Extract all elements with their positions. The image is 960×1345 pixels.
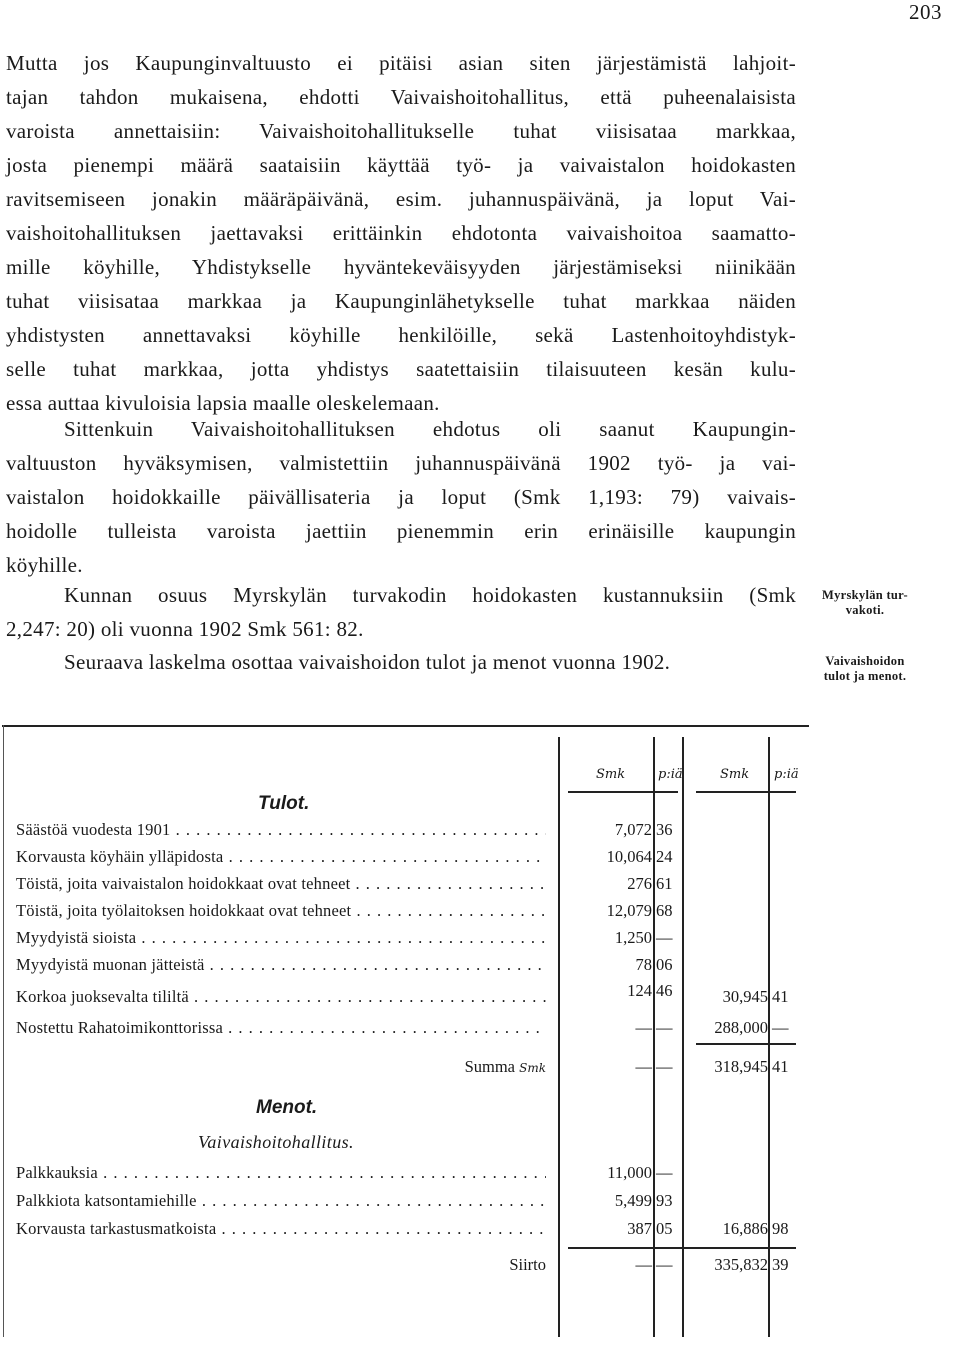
table-row xyxy=(16,820,796,846)
header-rule xyxy=(568,791,678,793)
table-top-rule xyxy=(2,725,809,727)
paragraph-1 xyxy=(6,46,796,420)
amount-penni: 68 xyxy=(656,901,673,920)
row-label: Myydyistä sioista . . . xyxy=(16,928,546,948)
text-line: Mutta jos Kaupunginvaltuusto ei pitäisi asian siten järjestämistä lahjoit- xyxy=(6,51,796,75)
amount-smk: 124 xyxy=(627,981,652,1000)
amount-smk: 276 xyxy=(627,874,652,893)
total-smk: 288,000 xyxy=(714,1018,768,1037)
total-smk: 16,886 xyxy=(722,1219,768,1238)
amount-smk: 12,079 xyxy=(606,901,652,920)
paragraph-2 xyxy=(6,412,796,582)
total-penni: — xyxy=(772,1018,789,1037)
header-rule xyxy=(696,791,796,793)
sum-row xyxy=(16,1057,796,1083)
table-row xyxy=(16,1191,796,1217)
amount-smk: — xyxy=(635,1255,652,1274)
row-label: Korvausta tarkastusmatkoista . . . xyxy=(16,1219,546,1239)
amount-smk: — xyxy=(635,1057,652,1076)
income-title: Tulot. xyxy=(258,793,310,814)
amount-smk: 10,064 xyxy=(606,847,652,866)
text-line: Kunnan osuus Myrskylän turvakodin hoidokasten kustannuksiin (Smk xyxy=(64,583,796,607)
amount-penni: — xyxy=(656,1018,673,1037)
amount-smk: 387 xyxy=(627,1219,652,1238)
amount-smk: — xyxy=(635,1018,652,1037)
text-line: ravitsemiseen jonakin määräpäivänä, esim. juhannuspäivänä, ja loput Vai- xyxy=(6,187,796,211)
table-row xyxy=(16,1163,796,1189)
row-label: Töistä, joita työlaitoksen hoidokkaat ovat tehneet . . . xyxy=(16,901,546,921)
amount-penni: 46 xyxy=(656,981,673,1000)
row-label: Korvausta köyhäin ylläpidosta . . . xyxy=(16,847,546,867)
column-header-smk-total: Smk xyxy=(720,767,750,782)
row-label: Palkkauksia . . . xyxy=(16,1163,546,1183)
amount-penni: — xyxy=(656,1057,673,1076)
amount-smk: 78 xyxy=(635,955,652,974)
margin-note-tulot-menot xyxy=(800,654,930,684)
text-line: yhdistysten annettavaksi köyhille henkilöille, sekä Lastenhoitoyhdistyk- xyxy=(6,323,796,347)
margin-note-line: Myrskylän tur- xyxy=(821,588,909,602)
total-penni: 41 xyxy=(772,1057,789,1076)
table-row xyxy=(16,1018,796,1044)
text-line: tajan tahdon mukaisena, ehdotti Vaivaishoitohallitus, että puheenalaisista xyxy=(6,85,796,109)
row-label: Palkkiota katsontamiehille . . . xyxy=(16,1191,546,1211)
text-line: vaishoitohallituksen jaettavaksi erittäinkin ehdotonta vaivaishoitoa saamatto- xyxy=(6,221,796,245)
table-row xyxy=(16,1219,796,1245)
paragraph-3 xyxy=(6,578,796,646)
amount-penni: 93 xyxy=(656,1191,673,1210)
total-smk: 335,832 xyxy=(714,1255,768,1274)
amount-smk: 1,250 xyxy=(614,928,652,947)
row-label: Töistä, joita vaivaistalon hoidokkaat ovat tehneet . . . xyxy=(16,874,546,894)
row-label: Säästöä vuodesta 1901 . . . xyxy=(16,820,546,840)
margin-note-myrskyla xyxy=(800,588,930,618)
text-line: mille köyhille, Yhdistykselle hyväntekeväisyyden järjestämiseksi niinikään xyxy=(6,255,796,279)
total-penni: 39 xyxy=(772,1255,789,1274)
table-left-rule xyxy=(3,725,4,1337)
carry-rule xyxy=(568,1247,796,1249)
text-line: 2,247: 20) oli vuonna 1902 Smk 561: 82. xyxy=(6,617,364,641)
text-line: Sittenkuin Vaivaishoitohallituksen ehdotus oli saanut Kaupungin- xyxy=(64,417,796,441)
text-line: varoista annettaisiin: Vaivaishoitohallitukselle tuhat viisisataa markkaa, xyxy=(6,119,796,143)
table-row xyxy=(16,847,796,873)
sum-label: Summa Smk xyxy=(464,1057,546,1076)
amount-smk: 11,000 xyxy=(607,1163,652,1182)
row-label: Myydyistä muonan jätteistä . . . xyxy=(16,955,546,975)
table-row xyxy=(16,928,796,954)
total-smk: 30,945 xyxy=(722,987,768,1006)
text-line: essa auttaa kivuloisia lapsia maalle oleskelemaan. xyxy=(6,391,440,415)
text-line: köyhille. xyxy=(6,553,83,577)
text-line: vaistalon hoidokkaille päivällisateria ja loput (Smk 1,193: 79) vaivais- xyxy=(6,485,796,509)
row-label: Korkoa juoksevalta tililtä . . . xyxy=(16,987,546,1007)
row-label: Nostettu Rahatoimikonttorissa . . . xyxy=(16,1018,546,1038)
amount-smk: 7,072 xyxy=(614,820,652,839)
margin-note-line: vakoti. xyxy=(845,603,885,617)
expense-title: Menot. xyxy=(256,1097,318,1118)
text-line: valtuuston hyväksymisen, valmistettiin juhannuspäivänä 1902 työ- ja vai- xyxy=(6,451,796,475)
paragraph-4 xyxy=(6,645,796,679)
carry-row xyxy=(16,1255,796,1281)
carry-label: Siirto xyxy=(509,1255,546,1274)
amount-penni: — xyxy=(656,1163,673,1182)
amount-penni: 24 xyxy=(656,847,673,866)
margin-note-line: tulot ja menot. xyxy=(823,669,907,683)
text-line: Seuraava laskelma osottaa vaivaishoidon tulot ja menot vuonna 1902. xyxy=(64,650,671,674)
table-row xyxy=(16,901,796,927)
amount-penni: — xyxy=(656,928,673,947)
amount-penni: 06 xyxy=(656,955,673,974)
total-penni: 98 xyxy=(772,1219,789,1238)
sum-rule xyxy=(696,1043,796,1045)
column-header-penni: p:iä xyxy=(658,767,683,782)
total-penni: 41 xyxy=(772,987,789,1006)
table-row xyxy=(16,955,796,981)
text-line: tuhat viisisataa markkaa ja Kaupunginlähetykselle tuhat markkaa näiden xyxy=(6,289,796,313)
column-header-smk: Smk xyxy=(596,767,626,782)
text-line: hoidolle tulleista varoista jaettiin pienemmin erin erinäisille kaupungin xyxy=(6,519,796,543)
margin-note-line: Vaivaishoidon xyxy=(825,654,905,668)
amount-penni: 61 xyxy=(656,874,673,893)
table-row xyxy=(16,874,796,900)
text-line: selle tuhat markkaa, jotta yhdistys saatettaisiin tilaisuuteen kesän kulu- xyxy=(6,357,796,381)
amount-penni: 05 xyxy=(656,1219,673,1238)
total-smk: 318,945 xyxy=(714,1057,768,1076)
table-row xyxy=(16,981,796,1013)
text-line: josta pienempi määrä saataisiin käyttää työ- ja vaivaistalon hoidokasten xyxy=(6,153,796,177)
column-header-penni-total: p:iä xyxy=(774,767,799,782)
expense-subtitle: Vaivaishoitohallitus. xyxy=(198,1132,354,1152)
amount-smk: 5,499 xyxy=(614,1191,652,1210)
page-number: 203 xyxy=(909,0,942,24)
amount-penni: — xyxy=(656,1255,673,1274)
amount-penni: 36 xyxy=(656,820,673,839)
accounts-table xyxy=(16,725,799,1335)
